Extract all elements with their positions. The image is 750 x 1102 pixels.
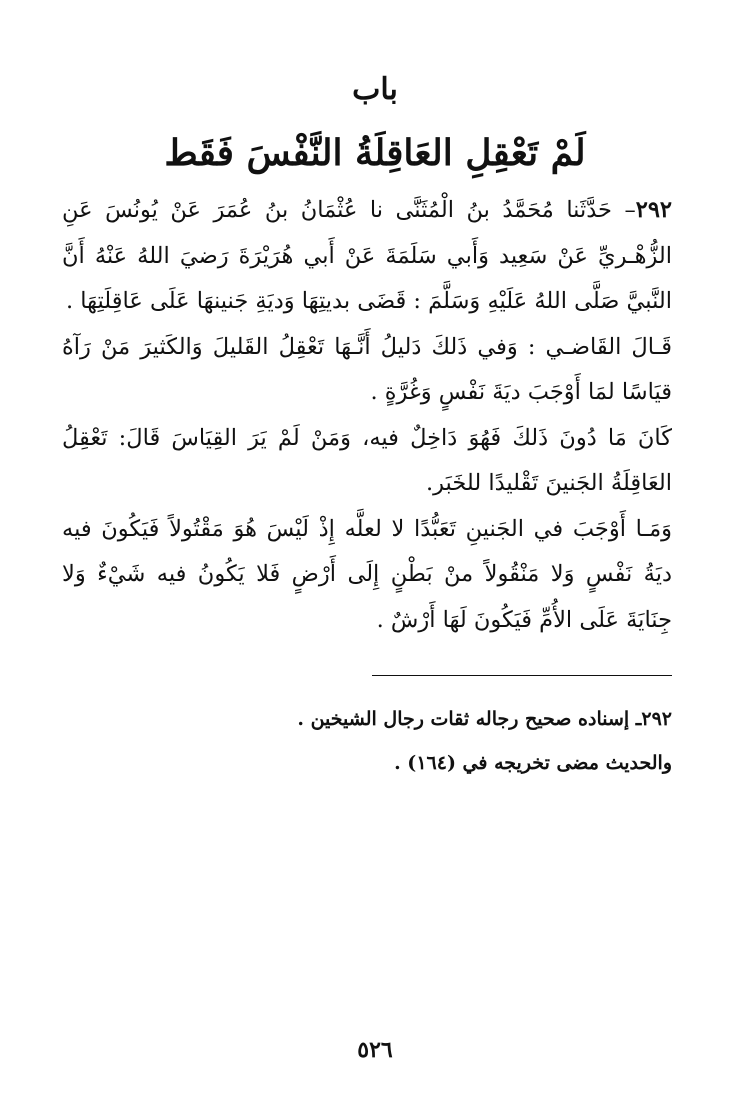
hadith-text: – حَدَّثَنا مُحَمَّدُ بنُ الْمُثَنَّى نا عُثْمَانُ بنُ عُمَرَ عَنْ يُونُسَ عَنِ الزُّهْـريِّ عَنْ سَعِيد وَأَبي سَلَمَةَ عَنْ أَبي هُرَيْرَةَ رَضيَ اللهُ عَنْهُ أَنَّ النَّبيَّ صَلَّى اللهُ عَلَيْهِ وَسَلَّمَ : قَضَى بديتِهَا وَديَةِ جَنينهَا عَلَى عَاقِلَتِهَا . [62, 197, 672, 314]
hadith-paragraph [62, 188, 672, 325]
chapter-title: لَمْ تَعْقِلِ العَاقِلَةُ النَّفْسَ فَقَط [164, 132, 586, 174]
commentary-paragraph: وَمَـا أَوْجَبَ في الجَنينِ تَعَبُّدًا لا لعلَّه إِذْ لَيْسَ هُوَ مَقْتُولاً فَيَكُونَ فيه ديَةُ نَفْسٍ وَلا مَنْقُولاً منْ بَطْنٍ إِلَى أَرْضٍ فَلا يَكُونُ فيه شَيْءٌ وَلا جِنَايَةَ عَلَى الأُمِّ فَيَكُونَ لَهَا أَرْشٌ . [62, 515, 672, 633]
chapter-label: باب [352, 72, 398, 107]
footnotes [62, 697, 672, 785]
hadith-body [62, 188, 672, 643]
commentary-paragraph: كَانَ مَا دُونَ ذَلكَ فَهُوَ دَاخِلٌ فيه، وَمَنْ لَمْ يَرَ القِيَاسَ قَالَ: تَعْقِلُ العَاقِلَةُ الجَنينَ تَقْليدًا للخَبَر. [62, 424, 672, 496]
commentary-paragraph: قَـالَ القَاضـي : وَفي ذَلكَ دَليلُ أَنَّـهَا تَعْقِلُ القَليلَ وَالكَثيرَ مَنْ رَآهُ قيَاسًا لمَا أَوْجَبَ ديَةَ نَفْسٍ وَغُرَّةٍ . [62, 333, 672, 405]
footnote-line: ٢٩٢ـ إسناده صحيح رجاله ثقات رجال الشيخين . [297, 708, 672, 730]
footnote-line: والحديث مضى تخريجه في (١٦٤) . [394, 752, 672, 774]
page-number: ٥٢٦ [357, 1037, 393, 1063]
hadith-number: ٢٩٢ [635, 197, 672, 223]
footnote-divider [372, 675, 672, 676]
